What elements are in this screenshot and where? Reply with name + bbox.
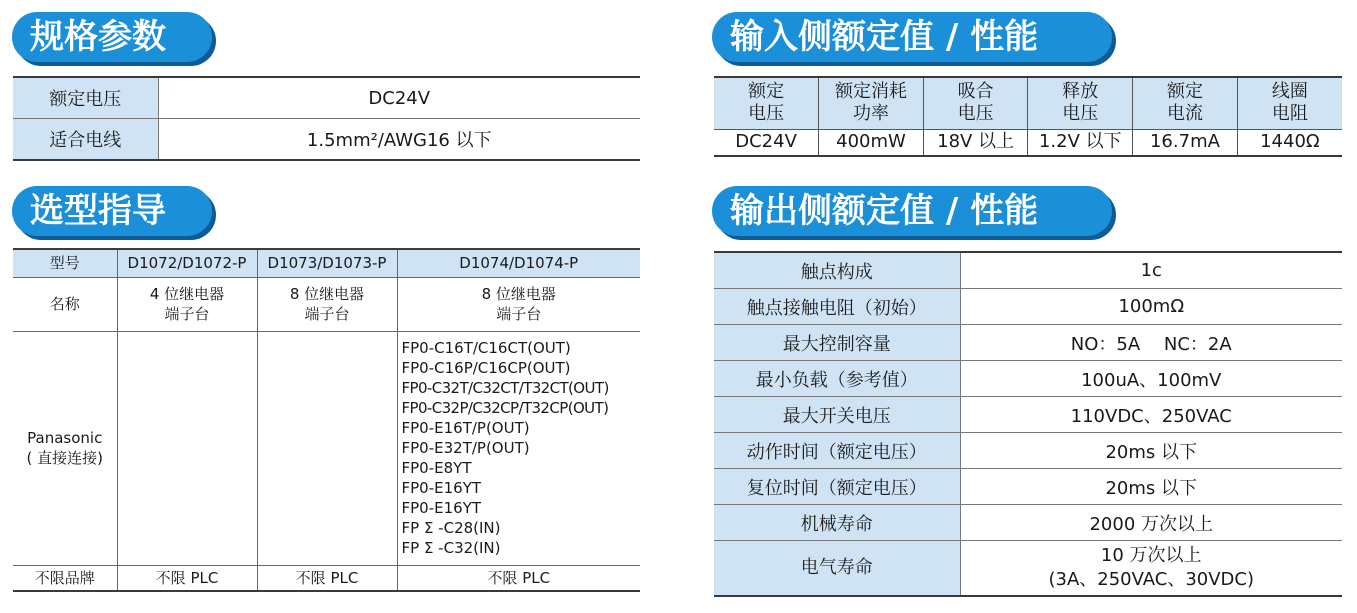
spec-table: [13, 76, 640, 161]
output-value: NO：5A NC：2A: [960, 325, 1342, 361]
model-item: FP0-E16YT: [401, 499, 482, 517]
model-item: FP0-E8YT: [401, 459, 472, 477]
generic-d1074: 不限 PLC: [397, 565, 640, 591]
input-header-power: [819, 77, 924, 129]
output-label: 最小负载（参考值）: [714, 361, 960, 397]
header-d1073: D1073/D1073-P: [257, 249, 397, 277]
output-value: 1c: [960, 252, 1342, 289]
input-table: [714, 76, 1342, 157]
output-label: 最大控制容量: [714, 325, 960, 361]
input-header-release: [1028, 77, 1133, 129]
output-value: 100uA、100mV: [960, 361, 1342, 397]
spec-label-voltage: 额定电压: [13, 77, 158, 119]
spec-label-wire: 适合电线: [13, 119, 158, 161]
panasonic-brand: Panasonic: [27, 429, 103, 447]
header-d1074: D1074/D1074-P: [397, 249, 640, 277]
panasonic-models: [397, 331, 640, 565]
output-table: [714, 251, 1342, 597]
table-row: [714, 433, 1342, 469]
header-line: 吸合: [957, 81, 994, 103]
name-line: 端子台: [304, 305, 350, 323]
input-value-current: 16.7mA: [1133, 129, 1238, 156]
table-row: [714, 325, 1342, 361]
header-line: 电流: [1166, 103, 1203, 125]
header-line: 电压: [748, 103, 785, 125]
output-label: 机械寿命: [714, 505, 960, 541]
selection-table: [13, 248, 640, 592]
generic-d1072: 不限 PLC: [117, 565, 257, 591]
table-header-row: [714, 77, 1342, 129]
panasonic-d1072: [117, 331, 257, 565]
model-item: FP0-C16P/C16CP(OUT): [401, 359, 571, 377]
name-d1072: [117, 277, 257, 331]
model-item: FP Σ -C32(IN): [401, 539, 501, 557]
header-line: 额定消耗: [834, 81, 907, 103]
table-row: [714, 469, 1342, 505]
output-label: 复位时间（额定电压）: [714, 469, 960, 505]
panasonic-d1073: [257, 331, 397, 565]
table-row: [714, 541, 1342, 597]
input-header-current: [1133, 77, 1238, 129]
header-line: 电压: [1062, 103, 1099, 125]
header-line: 额定: [1166, 81, 1203, 103]
table-row: [13, 331, 640, 565]
table-row: [714, 397, 1342, 433]
header-model: 型号: [13, 249, 117, 277]
output-value: 2000 万次以上: [960, 505, 1342, 541]
header-line: 线圈: [1271, 81, 1308, 103]
section-header-input: 输入侧额定值 / 性能: [712, 12, 1112, 62]
model-item: FP Σ -C28(IN): [401, 519, 501, 537]
input-value-power: 400mW: [819, 129, 924, 156]
table-header-row: [13, 249, 640, 277]
output-label: 最大开关电压: [714, 397, 960, 433]
header-line: 电阻: [1271, 103, 1308, 125]
table-row: [13, 119, 640, 161]
table-row: [13, 277, 640, 331]
model-item: FP0-C32T/C32CT/T32CT(OUT): [401, 379, 609, 397]
model-item: FP0-E32T/P(OUT): [401, 439, 530, 457]
value-line: (3A、250VAC、30VDC): [1048, 569, 1255, 590]
output-value-electrical-life: [960, 541, 1342, 597]
value-line: 10 万次以上: [1100, 545, 1202, 566]
model-item: FP0-E16YT: [401, 479, 482, 497]
spec-value-wire: 1.5mm²/AWG16 以下: [158, 119, 640, 161]
input-header-voltage: [714, 77, 819, 129]
table-row: [714, 361, 1342, 397]
generic-d1073: 不限 PLC: [257, 565, 397, 591]
name-d1073: [257, 277, 397, 331]
input-header-resistance: [1237, 77, 1342, 129]
table-row: [714, 289, 1342, 325]
section-header-spec: 规格参数: [12, 12, 212, 62]
input-value-voltage: DC24V: [735, 131, 797, 153]
panasonic-note: ( 直接连接): [26, 449, 103, 467]
name-line: 端子台: [496, 305, 542, 323]
header-line: 功率: [852, 103, 889, 125]
table-row: [714, 129, 1342, 156]
table-row: [714, 252, 1342, 289]
header-line: 释放: [1062, 81, 1099, 103]
generic-label: 不限品牌: [13, 565, 117, 591]
name-label: 名称: [13, 277, 117, 331]
spec-value-voltage: DC24V: [158, 77, 640, 119]
table-row: [13, 77, 640, 119]
output-value: 20ms 以下: [960, 469, 1342, 505]
input-value-pickup: 18V 以上: [923, 129, 1028, 156]
header-line: 额定: [748, 81, 785, 103]
model-item: FP0-C16T/C16CT(OUT): [401, 339, 571, 357]
name-line: 8 位继电器: [289, 285, 365, 303]
output-label: 触点接触电阻（初始）: [714, 289, 960, 325]
section-header-output: 输出侧额定值 / 性能: [712, 186, 1112, 236]
output-value: 100mΩ: [960, 289, 1342, 325]
name-line: 8 位继电器: [481, 285, 556, 303]
input-value-resistance: 1440Ω: [1237, 129, 1342, 156]
table-row: [13, 565, 640, 591]
name-d1074: [397, 277, 640, 331]
model-item: FP0-E16T/P(OUT): [401, 419, 530, 437]
output-value: 20ms 以下: [960, 433, 1342, 469]
section-header-selection: 选型指导: [12, 186, 212, 236]
header-line: 电压: [957, 103, 994, 125]
table-row: [714, 505, 1342, 541]
name-line: 4 位继电器: [149, 285, 225, 303]
name-line: 端子台: [164, 305, 210, 323]
input-header-pickup: [923, 77, 1028, 129]
header-d1072: D1072/D1072-P: [117, 249, 257, 277]
output-value: 110VDC、250VAC: [960, 397, 1342, 433]
output-label-electrical-life: 电气寿命: [714, 541, 960, 597]
output-label: 动作时间（额定电压）: [714, 433, 960, 469]
panasonic-label: [13, 331, 117, 565]
output-label: 触点构成: [714, 252, 960, 289]
input-value-release: 1.2V 以下: [1028, 129, 1133, 156]
model-item: FP0-C32P/C32CP/T32CP(OUT): [401, 399, 609, 417]
